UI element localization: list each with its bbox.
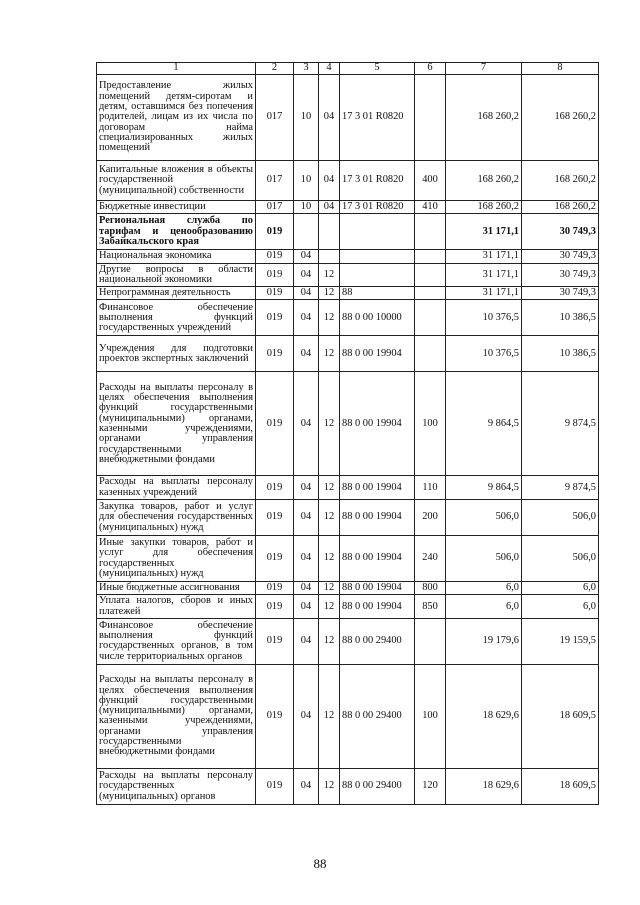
cell-v2: 10 386,5 bbox=[522, 336, 599, 372]
cell-v2: 30 749,3 bbox=[522, 263, 599, 287]
header-cell: 3 bbox=[294, 63, 319, 75]
cell-vr bbox=[415, 250, 446, 263]
cell-vr: 800 bbox=[415, 582, 446, 595]
table-row bbox=[97, 201, 599, 214]
cell-name: Иные закупки товаров, работ и услуг для обеспечения государственных (муниципальных) нужд bbox=[97, 536, 256, 582]
cell-v1: 9 864,5 bbox=[446, 372, 522, 476]
cell-name: Расходы на выплаты персоналу казенных учреждений bbox=[97, 476, 256, 500]
cell-gr: 019 bbox=[256, 300, 294, 336]
table-row bbox=[97, 618, 599, 664]
table-row bbox=[97, 664, 599, 768]
cell-rz: 04 bbox=[294, 618, 319, 664]
cell-vr: 120 bbox=[415, 768, 446, 804]
cell-vr bbox=[415, 287, 446, 300]
header-cell: 6 bbox=[415, 63, 446, 75]
table-row bbox=[97, 336, 599, 372]
cell-gr: 017 bbox=[256, 201, 294, 214]
cell-csr: 88 0 00 19904 bbox=[340, 595, 415, 619]
cell-vr: 100 bbox=[415, 372, 446, 476]
header-cell: 8 bbox=[522, 63, 599, 75]
cell-name: Национальная экономика bbox=[97, 250, 256, 263]
cell-gr: 019 bbox=[256, 618, 294, 664]
cell-vr: 240 bbox=[415, 536, 446, 582]
cell-v1: 31 171,1 bbox=[446, 250, 522, 263]
cell-csr: 88 0 00 19904 bbox=[340, 372, 415, 476]
table-row bbox=[97, 214, 599, 250]
cell-gr: 019 bbox=[256, 336, 294, 372]
cell-rz: 04 bbox=[294, 263, 319, 287]
cell-name: Другие вопросы в области национальной экономики bbox=[97, 263, 256, 287]
cell-name: Расходы на выплаты персоналу государственных (муниципальных) органов bbox=[97, 768, 256, 804]
cell-csr: 88 0 00 19904 bbox=[340, 536, 415, 582]
header-cell: 1 bbox=[97, 63, 256, 75]
cell-csr: 17 3 01 R0820 bbox=[340, 201, 415, 214]
cell-pr: 12 bbox=[319, 263, 340, 287]
cell-v1: 18 629,6 bbox=[446, 768, 522, 804]
table-row bbox=[97, 476, 599, 500]
cell-v1: 10 376,5 bbox=[446, 336, 522, 372]
cell-rz: 04 bbox=[294, 300, 319, 336]
cell-gr: 019 bbox=[256, 476, 294, 500]
cell-gr: 019 bbox=[256, 287, 294, 300]
cell-gr: 019 bbox=[256, 536, 294, 582]
cell-rz: 04 bbox=[294, 336, 319, 372]
cell-v1: 168 260,2 bbox=[446, 201, 522, 214]
cell-vr bbox=[415, 75, 446, 161]
cell-gr: 019 bbox=[256, 263, 294, 287]
cell-rz: 10 bbox=[294, 161, 319, 201]
cell-gr: 019 bbox=[256, 595, 294, 619]
cell-pr: 12 bbox=[319, 768, 340, 804]
cell-vr: 400 bbox=[415, 161, 446, 201]
header-cell: 5 bbox=[340, 63, 415, 75]
cell-csr: 88 0 00 29400 bbox=[340, 664, 415, 768]
cell-v1: 31 171,1 bbox=[446, 263, 522, 287]
cell-rz: 04 bbox=[294, 768, 319, 804]
table-row bbox=[97, 75, 599, 161]
cell-pr bbox=[319, 250, 340, 263]
cell-pr: 12 bbox=[319, 372, 340, 476]
cell-name: Учреждения для подготовки проектов экспертных заключений bbox=[97, 336, 256, 372]
cell-v1: 19 179,6 bbox=[446, 618, 522, 664]
cell-rz: 04 bbox=[294, 287, 319, 300]
cell-v1: 6,0 bbox=[446, 582, 522, 595]
cell-vr bbox=[415, 263, 446, 287]
header-cell: 4 bbox=[319, 63, 340, 75]
cell-name: Непрограммная деятельность bbox=[97, 287, 256, 300]
cell-v2: 30 749,3 bbox=[522, 250, 599, 263]
cell-vr: 410 bbox=[415, 201, 446, 214]
budget-table bbox=[96, 62, 599, 805]
cell-name: Расходы на выплаты персоналу в целях обеспечения выполнения функций государственными (муниципальными) органами, казенными учреждениями, органами управления государственными внебюджетными фондами bbox=[97, 372, 256, 476]
cell-v2: 506,0 bbox=[522, 500, 599, 536]
cell-v1: 6,0 bbox=[446, 595, 522, 619]
cell-pr: 12 bbox=[319, 476, 340, 500]
cell-rz: 04 bbox=[294, 664, 319, 768]
cell-rz: 10 bbox=[294, 75, 319, 161]
cell-v1: 168 260,2 bbox=[446, 75, 522, 161]
table-row bbox=[97, 582, 599, 595]
cell-csr: 88 0 00 19904 bbox=[340, 336, 415, 372]
cell-pr: 12 bbox=[319, 595, 340, 619]
cell-gr: 019 bbox=[256, 500, 294, 536]
cell-v1: 10 376,5 bbox=[446, 300, 522, 336]
cell-csr: 88 0 00 19904 bbox=[340, 500, 415, 536]
cell-v2: 9 874,5 bbox=[522, 372, 599, 476]
cell-name: Уплата налогов, сборов и иных платежей bbox=[97, 595, 256, 619]
cell-pr: 12 bbox=[319, 664, 340, 768]
cell-vr bbox=[415, 300, 446, 336]
cell-name: Закупка товаров, работ и услуг для обеспечения государственных (муниципальных) нужд bbox=[97, 500, 256, 536]
cell-rz: 04 bbox=[294, 500, 319, 536]
cell-gr: 017 bbox=[256, 75, 294, 161]
cell-pr: 12 bbox=[319, 500, 340, 536]
cell-v1: 9 864,5 bbox=[446, 476, 522, 500]
cell-name: Финансовое обеспечение выполнения функций государственных учреждений bbox=[97, 300, 256, 336]
cell-v2: 19 159,5 bbox=[522, 618, 599, 664]
cell-v1: 31 171,1 bbox=[446, 287, 522, 300]
cell-pr: 12 bbox=[319, 336, 340, 372]
header-row bbox=[97, 63, 599, 75]
cell-vr: 200 bbox=[415, 500, 446, 536]
cell-gr: 019 bbox=[256, 250, 294, 263]
cell-v1: 31 171,1 bbox=[446, 214, 522, 250]
cell-csr bbox=[340, 250, 415, 263]
cell-csr: 17 3 01 R0820 bbox=[340, 161, 415, 201]
cell-csr: 88 0 00 10000 bbox=[340, 300, 415, 336]
cell-name: Капитальные вложения в объекты государственной (муниципальной) собственности bbox=[97, 161, 256, 201]
cell-v2: 18 609,5 bbox=[522, 664, 599, 768]
cell-csr: 88 bbox=[340, 287, 415, 300]
cell-vr: 850 bbox=[415, 595, 446, 619]
cell-name: Региональная служба по тарифам и ценообразованию Забайкальского края bbox=[97, 214, 256, 250]
table-row bbox=[97, 595, 599, 619]
cell-pr: 12 bbox=[319, 287, 340, 300]
cell-rz: 04 bbox=[294, 595, 319, 619]
cell-gr: 019 bbox=[256, 372, 294, 476]
cell-vr: 110 bbox=[415, 476, 446, 500]
cell-pr: 12 bbox=[319, 582, 340, 595]
cell-vr bbox=[415, 336, 446, 372]
cell-v2: 6,0 bbox=[522, 595, 599, 619]
cell-name: Финансовое обеспечение выполнения функций государственных органов, в том числе территориальных органов bbox=[97, 618, 256, 664]
cell-v2: 168 260,2 bbox=[522, 201, 599, 214]
cell-vr: 100 bbox=[415, 664, 446, 768]
table-row bbox=[97, 161, 599, 201]
cell-csr bbox=[340, 263, 415, 287]
cell-gr: 019 bbox=[256, 664, 294, 768]
cell-pr: 12 bbox=[319, 536, 340, 582]
cell-v1: 168 260,2 bbox=[446, 161, 522, 201]
cell-gr: 019 bbox=[256, 768, 294, 804]
cell-name: Расходы на выплаты персоналу в целях обеспечения выполнения функций государственными (муниципальными) органами, казенными учреждениями, органами управления государственными внебюджетными фондами bbox=[97, 664, 256, 768]
cell-pr: 04 bbox=[319, 161, 340, 201]
cell-rz: 04 bbox=[294, 250, 319, 263]
header-cell: 2 bbox=[256, 63, 294, 75]
cell-v2: 168 260,2 bbox=[522, 161, 599, 201]
cell-rz: 04 bbox=[294, 582, 319, 595]
cell-pr: 04 bbox=[319, 75, 340, 161]
cell-vr bbox=[415, 214, 446, 250]
cell-v2: 18 609,5 bbox=[522, 768, 599, 804]
cell-gr: 019 bbox=[256, 582, 294, 595]
cell-rz: 04 bbox=[294, 536, 319, 582]
cell-name: Иные бюджетные ассигнования bbox=[97, 582, 256, 595]
cell-rz bbox=[294, 214, 319, 250]
cell-name: Бюджетные инвестиции bbox=[97, 201, 256, 214]
cell-vr bbox=[415, 618, 446, 664]
table-row bbox=[97, 250, 599, 263]
cell-rz: 10 bbox=[294, 201, 319, 214]
cell-name: Предоставление жилых помещений детям-сиротам и детям, оставшимся без попечения родителей, лицам из их числа по договорам найма специализированных жилых помещений bbox=[97, 75, 256, 161]
cell-csr: 88 0 00 19904 bbox=[340, 582, 415, 595]
cell-csr: 88 0 00 29400 bbox=[340, 618, 415, 664]
cell-v2: 9 874,5 bbox=[522, 476, 599, 500]
cell-v2: 506,0 bbox=[522, 536, 599, 582]
page-number: 88 bbox=[313, 856, 327, 871]
table-row bbox=[97, 500, 599, 536]
cell-rz: 04 bbox=[294, 476, 319, 500]
cell-pr: 12 bbox=[319, 300, 340, 336]
cell-v2: 10 386,5 bbox=[522, 300, 599, 336]
table-row bbox=[97, 536, 599, 582]
table-row bbox=[97, 372, 599, 476]
cell-pr: 04 bbox=[319, 201, 340, 214]
cell-gr: 017 bbox=[256, 161, 294, 201]
table-row bbox=[97, 287, 599, 300]
table-row bbox=[97, 263, 599, 287]
cell-rz: 04 bbox=[294, 372, 319, 476]
cell-v2: 30 749,3 bbox=[522, 214, 599, 250]
cell-pr: 12 bbox=[319, 618, 340, 664]
cell-v2: 6,0 bbox=[522, 582, 599, 595]
header-cell: 7 bbox=[446, 63, 522, 75]
cell-csr: 17 3 01 R0820 bbox=[340, 75, 415, 161]
cell-v1: 506,0 bbox=[446, 500, 522, 536]
cell-v2: 30 749,3 bbox=[522, 287, 599, 300]
cell-gr: 019 bbox=[256, 214, 294, 250]
cell-v1: 506,0 bbox=[446, 536, 522, 582]
table-row bbox=[97, 768, 599, 804]
cell-csr bbox=[340, 214, 415, 250]
cell-csr: 88 0 00 19904 bbox=[340, 476, 415, 500]
cell-v2: 168 260,2 bbox=[522, 75, 599, 161]
cell-csr: 88 0 00 29400 bbox=[340, 768, 415, 804]
cell-pr bbox=[319, 214, 340, 250]
table-row bbox=[97, 300, 599, 336]
cell-v1: 18 629,6 bbox=[446, 664, 522, 768]
